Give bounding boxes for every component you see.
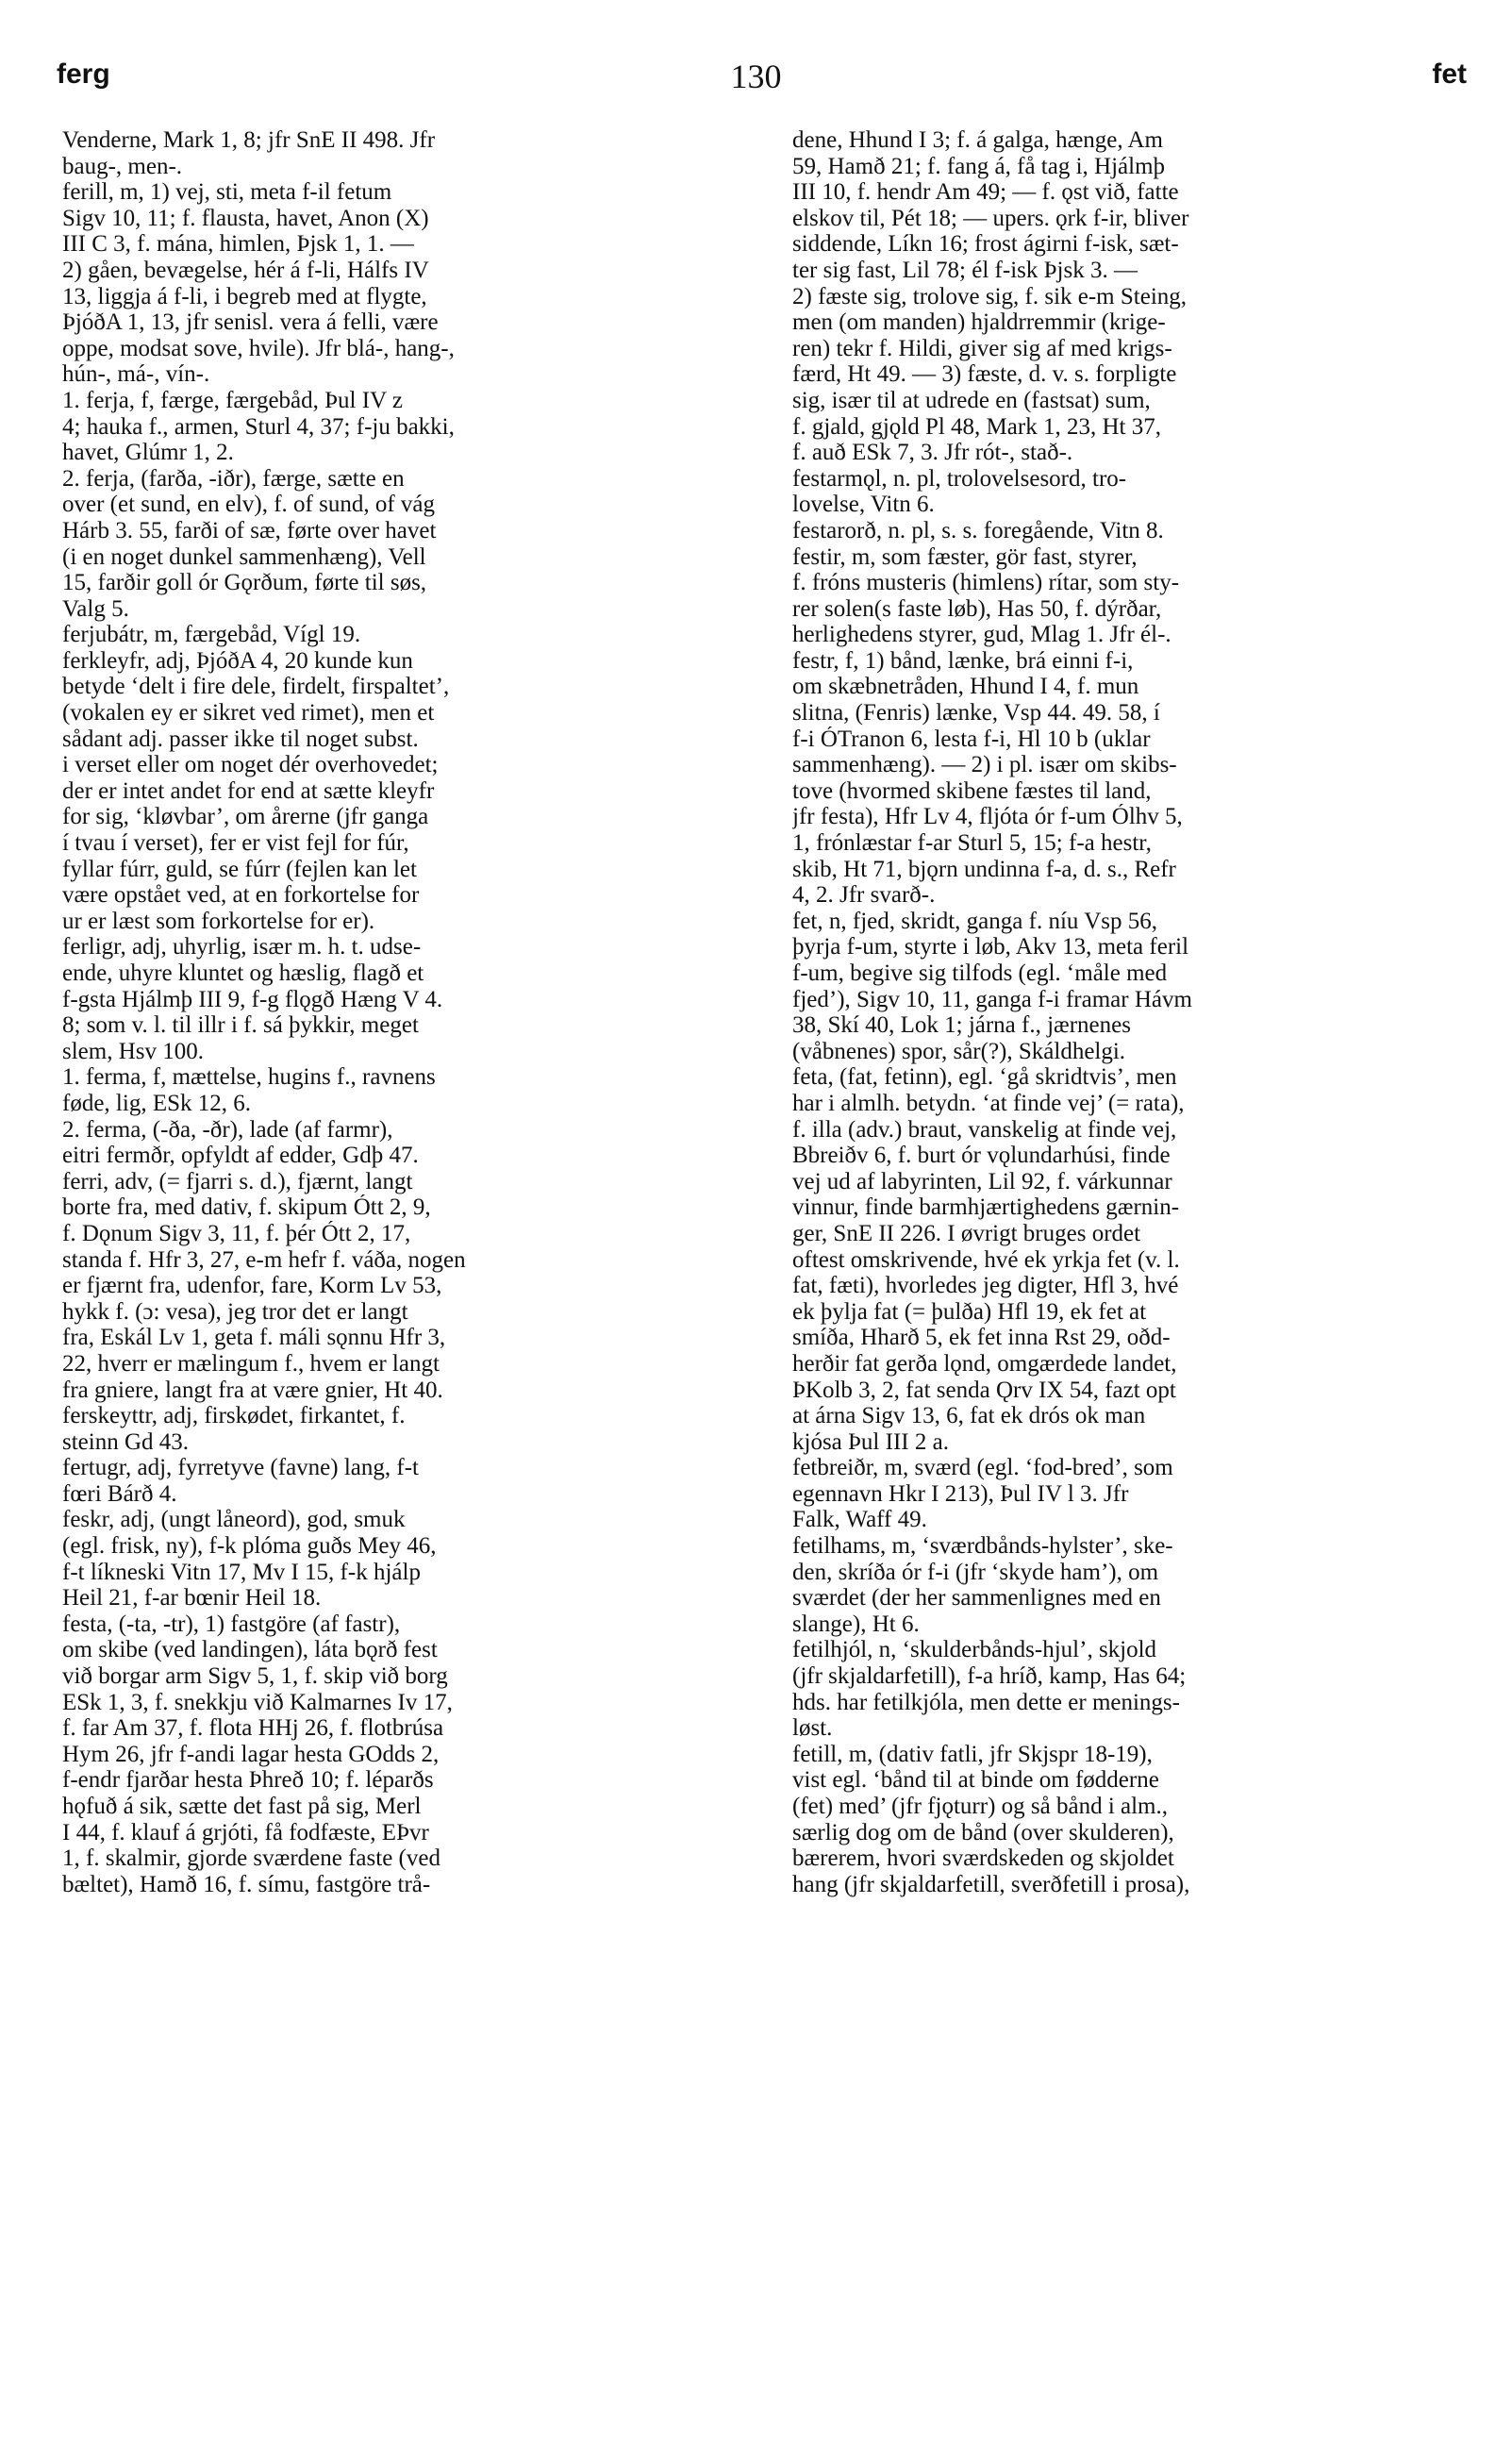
text-line: Venderne, Mark 1, 8; jfr SnE II 498. Jfr <box>62 127 436 153</box>
text-line: ÞjóðA 1, 13, jfr senisl. vera á felli, være <box>62 309 439 336</box>
text-line: færd, Ht 49. — 3) fæste, d. v. s. forpligte <box>792 361 1177 388</box>
text-line: vej ud af labyrinten, Lil 92, f. várkunnar <box>792 1168 1172 1194</box>
text-line: fat, fæti), hvorledes jeg digter, Hfl 3, hvé <box>792 1273 1179 1299</box>
text-line: 4; hauka f., armen, Sturl 4, 37; f-ju bakki, <box>62 413 455 440</box>
text-line: feskr, adj, (ungt låneord), god, smuk <box>62 1507 406 1533</box>
text-line: 2. ferma, (-ða, -ðr), lade (af farmr), <box>62 1116 393 1143</box>
text-line: fet, n, fjed, skridt, ganga f. níu Vsp 56, <box>792 908 1157 934</box>
text-line: festarorð, n. pl, s. s. foregående, Vitn 8. <box>792 517 1164 543</box>
text-line: (i en noget dunkel sammenhæng), Vell <box>62 543 426 570</box>
text-line: er fjærnt fra, udenfor, fare, Korm Lv 53, <box>62 1273 442 1299</box>
text-line: har i almlh. betydn. ‘at finde vej’ (= rata), <box>792 1090 1185 1116</box>
text-line: oftest omskrivende, hvé ek yrkja fet (v. l. <box>792 1246 1180 1273</box>
text-line: ter sig fast, Lil 78; él f-isk Þjsk 3. — <box>792 257 1138 283</box>
text-line: festir, m, som fæster, gör fast, styrer, <box>792 543 1138 570</box>
text-line: festr, f, 1) bånd, lænke, brá einni f-i, <box>792 647 1134 674</box>
text-line: ren) tekr f. Hildi, giver sig af med krigs- <box>792 335 1172 361</box>
text-line: 2) fæste sig, trolove sig, f. sik e-m Steing, <box>792 283 1188 309</box>
text-line: hang (jfr skjaldarfetill, sverðfetill i prosa), <box>792 1871 1190 1897</box>
text-line: fetilhams, m, ‘sværdbånds-hylster’, ske- <box>792 1533 1173 1560</box>
text-line: fœri Bárð 4. <box>62 1480 177 1507</box>
text-line: om skæbnetråden, Hhund I 4, f. mun <box>792 674 1139 700</box>
text-line: den, skríða ór f-i (jfr ‘skyde ham’), om <box>792 1559 1159 1585</box>
text-line: f-endr fjarðar hesta Þhreð 10; f. léparðs <box>62 1767 434 1794</box>
text-line: í tvau í verset), fer er vist fejl for fúr, <box>62 830 409 857</box>
text-line: ÞKolb 3, 2, fat senda Ǫrv IX 54, fazt opt <box>792 1377 1176 1403</box>
text-line: men (om manden) hjaldrremmir (krige- <box>792 309 1166 336</box>
text-line: f-i ÓTranon 6, lesta f-i, Hl 10 b (uklar <box>792 726 1151 752</box>
text-line: (egl. frisk, ny), f-k plóma guðs Mey 46, <box>62 1533 437 1560</box>
text-line: 2) gåen, bevægelse, hér á f-li, Hálfs IV <box>62 257 429 283</box>
text-line: fyllar fúrr, guld, se fúrr (fejlen kan let <box>62 856 417 882</box>
text-line: f. Dǫnum Sigv 3, 11, f. þér Ótt 2, 17, <box>62 1220 411 1246</box>
text-line: 8; som v. l. til illr i f. sá þykkir, meget <box>62 1012 419 1039</box>
text-line: III C 3, f. mána, himlen, Þjsk 1, 1. — <box>62 231 414 258</box>
text-line: f-t líkneski Vitn 17, Mv I 15, f-k hjálp <box>62 1559 421 1585</box>
text-line: festarmǫl, n. pl, trolovelsesord, tro- <box>792 465 1127 492</box>
text-line: føde, lig, ESk 12, 6. <box>62 1090 251 1116</box>
text-line: bærerem, hvori sværdskeden og skjoldet <box>792 1845 1174 1872</box>
text-line: at árna Sigv 13, 6, fat ek drós ok man <box>792 1403 1146 1429</box>
text-line: fra gniere, langt fra at være gnier, Ht 40. <box>62 1377 443 1403</box>
text-line: hún-, má-, vín-. <box>62 361 210 388</box>
text-line: særlig dog om de bånd (over skulderen), <box>792 1819 1174 1845</box>
text-line: 59, Hamð 21; f. fang á, få tag i, Hjálmþ <box>792 153 1166 179</box>
text-line: steinn Gd 43. <box>62 1428 190 1455</box>
text-line: elskov til, Pét 18; — upers. ǫrk f-ir, bliver <box>792 205 1189 231</box>
text-line: ger, SnE II 226. I øvrigt bruges ordet <box>792 1220 1141 1246</box>
text-line: f. auð ESk 7, 3. Jfr rót-, stað-. <box>792 440 1073 466</box>
text-line: ferligr, adj, uhyrlig, især m. h. t. udse- <box>62 934 422 960</box>
text-line: siddende, Líkn 16; frost ágirni f-isk, sæt- <box>792 231 1179 258</box>
text-line: sig, især til at udrede en (fastsat) sum, <box>792 387 1151 413</box>
text-line: rer solen(s faste løb), Has 50, f. dýrðar, <box>792 595 1162 622</box>
text-line: havet, Glúmr 1, 2. <box>62 440 234 466</box>
text-line: vinnur, finde barmhjærtighedens gærnin- <box>792 1194 1180 1221</box>
text-line: vist egl. ‘bånd til at binde om fødderne <box>792 1767 1159 1794</box>
text-line: slem, Hsv 100. <box>62 1038 204 1064</box>
text-line: være opstået ved, at en forkortelse for <box>62 882 420 909</box>
text-line: ur er læst som forkortelse for er). <box>62 908 375 934</box>
text-line: Bbreiðv 6, f. burt ór vǫlundarhúsi, finde <box>792 1143 1171 1169</box>
text-line: (våbnenes) spor, sår(?), Skáldhelgi. <box>792 1038 1126 1064</box>
text-line: slitna, (Fenris) lænke, Vsp 44. 49. 58, í <box>792 700 1160 726</box>
text-line: over (et sund, en elv), f. of sund, of vág <box>62 492 436 518</box>
text-line: sværdet (der her sammenlignes med en <box>792 1585 1161 1611</box>
text-line: Hárb 3. 55, farði of sæ, førte over havet <box>62 517 437 543</box>
text-line: ende, uhyre kluntet og hæslig, flagð et <box>62 960 424 986</box>
left-running-headword: ferg <box>57 58 110 90</box>
text-line: der er intet andet for end at sætte kleyfr <box>62 777 435 804</box>
text-line: III 10, f. hendr Am 49; — f. ǫst við, fatte <box>792 179 1179 206</box>
text-line: i verset eller om noget dér overhovedet; <box>62 752 439 778</box>
text-line: ek þylja fat (= þulða) Hfl 19, ek fet at <box>792 1298 1147 1325</box>
text-line: dene, Hhund I 3; f. á galga, hænge, Am <box>792 127 1163 153</box>
text-line: fjed’), Sigv 10, 11, ganga f-i framar Hávm <box>792 986 1192 1012</box>
text-line: oppe, modsat sove, hvile). Jfr blá-, hang-, <box>62 335 455 361</box>
text-line: fetilhjól, n, ‘skulderbånds-hjul’, skjold <box>792 1637 1157 1663</box>
text-line: f-gsta Hjálmþ III 9, f-g flǫgð Hæng V 4. <box>62 986 443 1012</box>
text-line: løst. <box>792 1715 833 1742</box>
text-line: 1, f. skalmir, gjorde sværdene faste (ved <box>62 1845 440 1872</box>
text-line: 22, hverr er mælingum f., hvem er langt <box>62 1350 440 1377</box>
text-line: fra, Eskál Lv 1, geta f. máli sǫnnu Hfr 3, <box>62 1325 446 1351</box>
text-line: ferskeyttr, adj, firskødet, firkantet, f. <box>62 1403 406 1429</box>
text-line: borte fra, med dativ, f. skipum Ótt 2, 9, <box>62 1194 431 1221</box>
text-line: f. fróns musteris (himlens) rítar, som sty- <box>792 570 1180 596</box>
text-line: fetill, m, (dativ fatli, jfr Skjspr 18-19), <box>792 1741 1153 1767</box>
text-line: 1. ferma, f, mættelse, hugins f., ravnens <box>62 1064 436 1091</box>
text-line: Heil 21, f-ar bœnir Heil 18. <box>62 1585 322 1611</box>
left-column <box>62 127 713 2420</box>
text-line: hykk f. (ɔ: vesa), jeg tror det er langt <box>62 1298 408 1325</box>
text-line: herlighedens styrer, gud, Mlag 1. Jfr él-. <box>792 622 1171 648</box>
text-line: ferkleyfr, adj, ÞjóðA 4, 20 kunde kun <box>62 647 413 674</box>
text-line: 1. ferja, f, færge, færgebåd, Þul IV z <box>62 387 404 413</box>
text-line: (vokalen ey er sikret ved rimet), men et <box>62 700 435 726</box>
text-line: f. far Am 37, f. flota HHj 26, f. flotbrúsa <box>62 1715 444 1742</box>
text-line: 1, frónlæstar f-ar Sturl 5, 15; f-a hestr, <box>792 830 1152 857</box>
text-line: ferill, m, 1) vej, sti, meta f-il fetum <box>62 179 392 206</box>
text-line: egennavn Hkr I 213), Þul IV l 3. Jfr <box>792 1480 1129 1507</box>
text-line: slange), Ht 6. <box>792 1611 920 1637</box>
text-line: ESk 1, 3, f. snekkju við Kalmarnes Iv 17, <box>62 1689 453 1715</box>
text-line: f. illa (adv.) braut, vanskelig at finde vej, <box>792 1116 1177 1143</box>
text-line: fertugr, adj, fyrretyve (favne) lang, f-t <box>62 1455 419 1481</box>
text-line: ferjubátr, m, færgebåd, Vígl 19. <box>62 622 361 648</box>
text-line: baug-, men-. <box>62 153 183 179</box>
text-line: við borgar arm Sigv 5, 1, f. skip við borg <box>62 1663 448 1690</box>
text-line: jfr festa), Hfr Lv 4, fljóta ór f-um Ólhv 5, <box>792 804 1183 830</box>
text-line: herðir fat gerða lǫnd, omgærdede landet, <box>792 1350 1177 1377</box>
text-line: eitri fermðr, opfyldt af edder, Gdþ 47. <box>62 1143 419 1169</box>
text-line: I 44, f. klauf á grjóti, få fodfæste, EÞvr <box>62 1819 429 1845</box>
right-column <box>792 127 1443 2420</box>
text-line: þyrja f-um, styrte i løb, Akv 13, meta feril <box>792 934 1189 960</box>
text-line: 15, farðir goll ór Gǫrðum, førte til søs, <box>62 570 427 596</box>
text-line: for sig, ‘kløvbar’, om årerne (jfr ganga <box>62 804 429 830</box>
page-header <box>0 0 1512 113</box>
text-line: 13, liggja á f-li, i begreb med at flygte, <box>62 283 427 309</box>
text-line: bæltet), Hamð 16, f. símu, fastgöre trå- <box>62 1871 431 1897</box>
text-line: hds. har fetilkjóla, men dette er menings- <box>792 1689 1180 1715</box>
text-line: Hym 26, jfr f-andi lagar hesta GOdds 2, <box>62 1741 440 1767</box>
text-line: Valg 5. <box>62 595 129 622</box>
text-line: feta, (fat, fetinn), egl. ‘gå skridtvis’, men <box>792 1064 1177 1091</box>
text-line: betyde ‘delt i fire dele, firdelt, firspaltet’, <box>62 674 450 700</box>
text-line: Sigv 10, 11; f. flausta, havet, Anon (X) <box>62 205 429 231</box>
text-line: Falk, Waff 49. <box>792 1507 927 1533</box>
text-line: (jfr skjaldarfetill), f-a hríð, kamp, Has 64; <box>792 1663 1187 1690</box>
text-line: f-um, begive sig tilfods (egl. ‘måle med <box>792 960 1168 986</box>
text-line: 2. ferja, (farða, -iðr), færge, sætte en <box>62 465 405 492</box>
text-line: kjósa Þul III 2 a. <box>792 1428 949 1455</box>
page-number: 130 <box>730 58 782 95</box>
text-line: skib, Ht 71, bjǫrn undinna f-a, d. s., Refr <box>792 856 1176 882</box>
text-line: smíða, Hharð 5, ek fet inna Rst 29, oðd- <box>792 1325 1171 1351</box>
text-line: lovelse, Vitn 6. <box>792 492 935 518</box>
text-line: tove (hvormed skibene fæstes til land, <box>792 777 1152 804</box>
text-line: (fet) med’ (jfr fjǫturr) og så bånd i alm., <box>792 1794 1168 1819</box>
text-line: f. gjald, gjǫld Pl 48, Mark 1, 23, Ht 37, <box>792 413 1161 440</box>
text-line: om skibe (ved landingen), láta bǫrð fest <box>62 1637 438 1663</box>
text-line: hǫfuð á sik, sætte det fast på sig, Merl <box>62 1794 422 1819</box>
text-line: 4, 2. Jfr svarð-. <box>792 882 936 909</box>
text-line: 38, Skí 40, Lok 1; járna f., jærnenes <box>792 1012 1131 1039</box>
text-line: standa f. Hfr 3, 27, e-m hefr f. váða, nogen <box>62 1246 466 1273</box>
text-line: fetbreiðr, m, sværd (egl. ‘fod-bred’, som <box>792 1455 1173 1481</box>
text-line: sådant adj. passer ikke til noget subst. <box>62 726 419 752</box>
text-line: festa, (-ta, -tr), 1) fastgöre (af fastr), <box>62 1611 401 1637</box>
text-line: sammenhæng). — 2) i pl. især om skibs- <box>792 752 1177 778</box>
right-running-headword: fet <box>1432 58 1467 90</box>
text-line: ferri, adv, (= fjarri s. d.), fjærnt, langt <box>62 1168 413 1194</box>
